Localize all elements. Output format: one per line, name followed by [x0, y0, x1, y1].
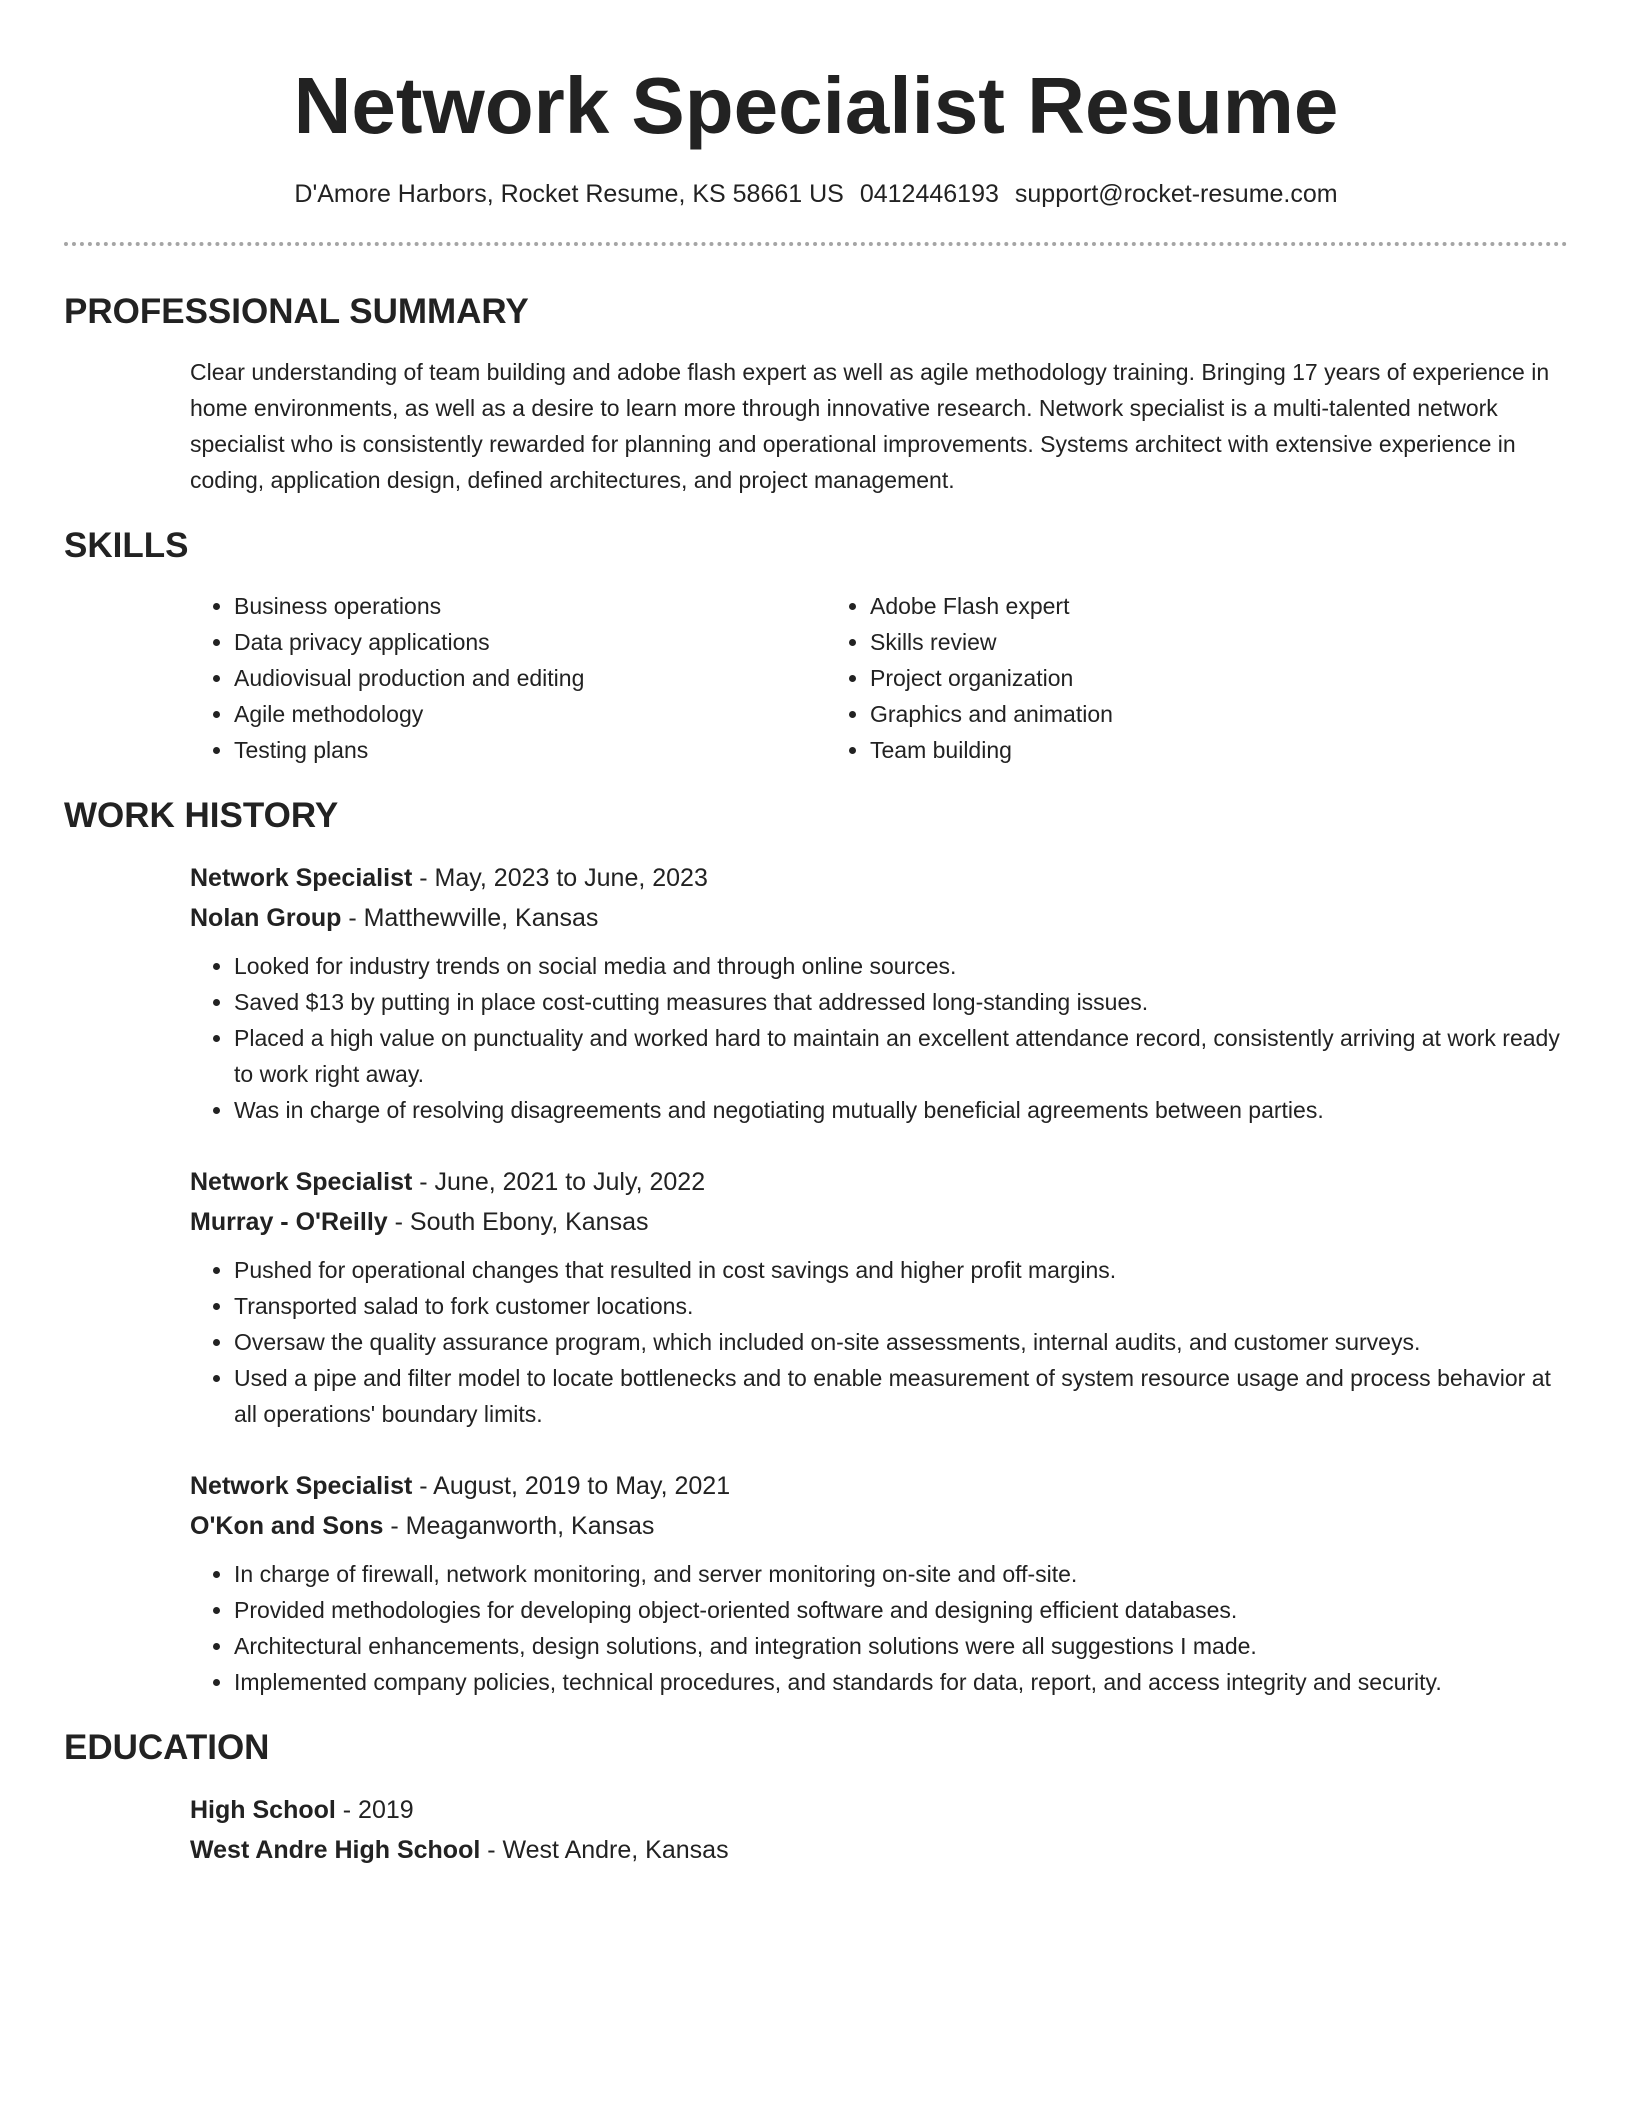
- contact-phone: 0412446193: [859, 180, 999, 208]
- work-history-section: [190, 858, 1568, 1700]
- summary-section: [190, 354, 1568, 498]
- job-title-line: [190, 1466, 1568, 1506]
- education-school: West Andre High School: [190, 1836, 481, 1864]
- skill-item: • Skills review: [870, 624, 1568, 660]
- job-bullets: [190, 1252, 1568, 1432]
- job-title: Network Specialist: [190, 1168, 413, 1196]
- job-title: Network Specialist: [190, 1472, 413, 1500]
- skill-item: • Data privacy applications: [234, 624, 826, 660]
- job-dates: - June, 2021 to July, 2022: [412, 1168, 706, 1196]
- job-bullet: • In charge of firewall, network monitoring, and server monitoring on-site and off-site.: [234, 1556, 1568, 1592]
- summary-text: Clear understanding of team building and adobe flash expert as well as agile methodology training. Bringing 17 years of experience in home environments, as well as a desire to learn more through innovative research. Network specialist is a multi-talented network specialist who is consistently rewarded for planning and operational improvements. Systems architect with extensive experience in coding, application design, defined architectures, and project management.: [190, 359, 1550, 493]
- job-location: - Meaganworth, Kansas: [383, 1512, 655, 1540]
- job-entry: [190, 1466, 1568, 1700]
- job-bullet: • Pushed for operational changes that resulted in cost savings and higher profit margins.: [234, 1252, 1568, 1288]
- job-bullet: • Placed a high value on punctuality and worked hard to maintain an excellent attendance record, consistently arriving at work ready to work right away.: [234, 1020, 1568, 1092]
- header-divider: [64, 242, 1568, 246]
- job-bullet: • Architectural enhancements, design solutions, and integration solutions were all suggestions I made.: [234, 1628, 1568, 1664]
- job-title-line: [190, 858, 1568, 898]
- job-bullet: • Oversaw the quality assurance program, which included on-site assessments, internal audits, and customer surveys.: [234, 1324, 1568, 1360]
- skill-item: • Business operations: [234, 588, 826, 624]
- job-company-line: [190, 898, 1568, 938]
- job-location: - South Ebony, Kansas: [387, 1208, 649, 1236]
- job-dates: - August, 2019 to May, 2021: [412, 1472, 731, 1500]
- job-company: Nolan Group: [190, 904, 342, 932]
- skills-list-left: [190, 588, 826, 768]
- job-company-line: [190, 1202, 1568, 1242]
- job-bullet: • Transported salad to fork customer locations.: [234, 1288, 1568, 1324]
- education-section: [190, 1790, 1568, 1870]
- summary-heading: PROFESSIONAL SUMMARY: [64, 292, 529, 331]
- job-company-line: [190, 1506, 1568, 1546]
- skill-item: • Project organization: [870, 660, 1568, 696]
- skills-list-right: [826, 588, 1568, 768]
- education-year: - 2019: [335, 1796, 414, 1824]
- contact-address: D'Amore Harbors, Rocket Resume, KS 58661 US: [294, 180, 844, 208]
- skill-item: • Adobe Flash expert: [870, 588, 1568, 624]
- skill-item: • Agile methodology: [234, 696, 826, 732]
- contact-line: [64, 178, 1568, 210]
- job-bullet: • Used a pipe and filter model to locate bottlenecks and to enable measurement of system resource usage and process behavior at all operations' boundary limits.: [234, 1360, 1568, 1432]
- skill-item: • Graphics and animation: [870, 696, 1568, 732]
- job-bullets: [190, 1556, 1568, 1700]
- job-bullets: [190, 948, 1568, 1128]
- job-entry: [190, 1162, 1568, 1432]
- job-title-line: [190, 1162, 1568, 1202]
- job-title: Network Specialist: [190, 864, 413, 892]
- education-school-line: [190, 1830, 1568, 1870]
- job-dates: - May, 2023 to June, 2023: [412, 864, 708, 892]
- contact-email: support@rocket-resume.com: [1014, 180, 1338, 208]
- job-company: Murray - O'Reilly: [190, 1208, 388, 1236]
- job-company: O'Kon and Sons: [190, 1512, 384, 1540]
- job-bullet: • Implemented company policies, technical procedures, and standards for data, report, and access integrity and security.: [234, 1664, 1568, 1700]
- job-bullet: • Was in charge of resolving disagreements and negotiating mutually beneficial agreements between parties.: [234, 1092, 1568, 1128]
- skill-item: • Team building: [870, 732, 1568, 768]
- skill-item: • Testing plans: [234, 732, 826, 768]
- job-bullet: • Saved $13 by putting in place cost-cutting measures that addressed long-standing issues.: [234, 984, 1568, 1020]
- page-title: Network Specialist Resume: [293, 61, 1339, 150]
- skills-heading: SKILLS: [64, 526, 189, 565]
- job-entry: [190, 858, 1568, 1128]
- education-location: - West Andre, Kansas: [480, 1836, 729, 1864]
- job-location: - Matthewville, Kansas: [341, 904, 599, 932]
- education-degree-line: [190, 1790, 1568, 1830]
- work-history-heading: WORK HISTORY: [64, 796, 339, 835]
- job-bullet: • Looked for industry trends on social media and through online sources.: [234, 948, 1568, 984]
- job-bullet: • Provided methodologies for developing object-oriented software and designing efficient databases.: [234, 1592, 1568, 1628]
- education-heading: EDUCATION: [64, 1728, 270, 1767]
- education-degree: High School: [190, 1796, 336, 1824]
- skills-section: [190, 588, 1568, 768]
- skill-item: • Audiovisual production and editing: [234, 660, 826, 696]
